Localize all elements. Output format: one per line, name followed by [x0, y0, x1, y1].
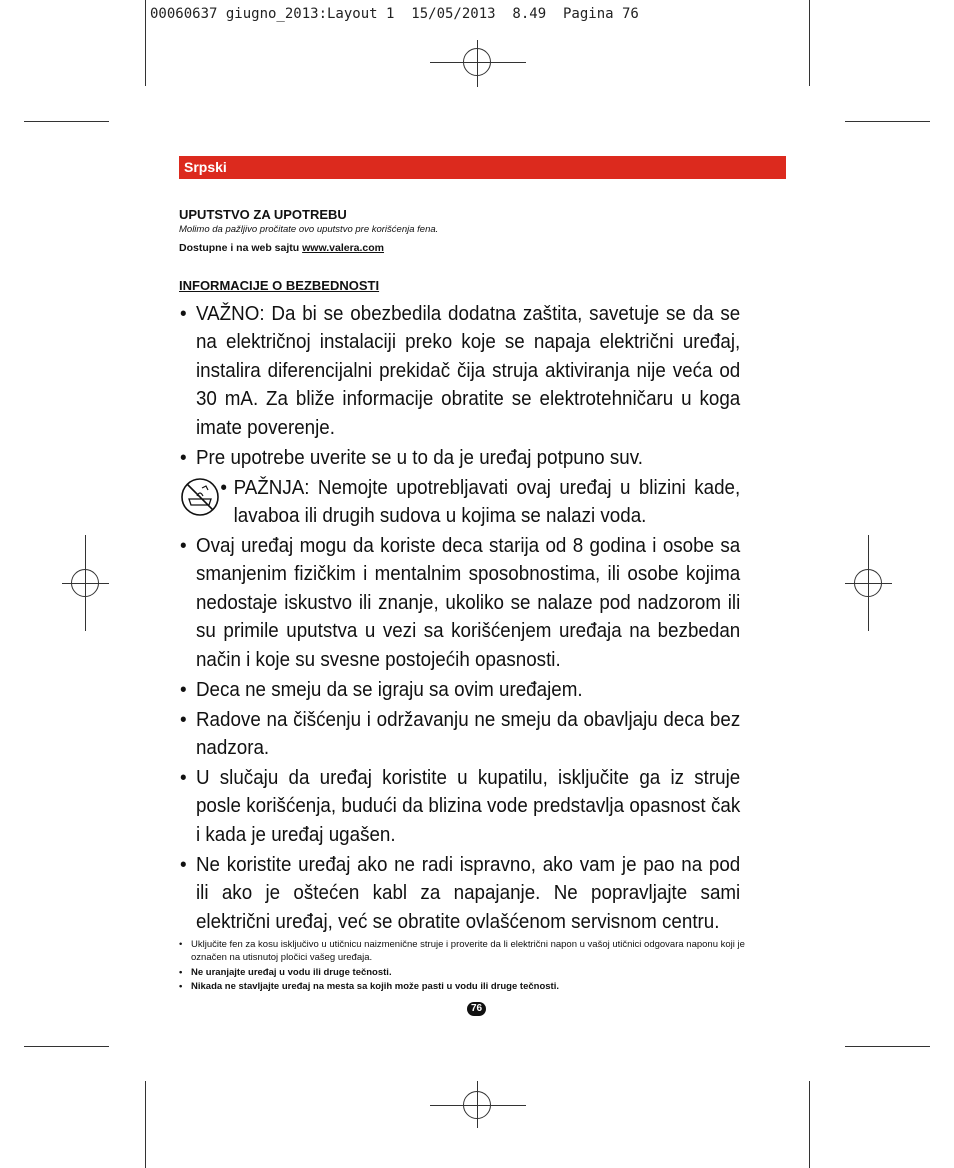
web-label: Dostupne i na web sajtu [179, 242, 303, 254]
web-availability [179, 242, 384, 254]
crop-mark [145, 1081, 146, 1168]
crop-mark [809, 0, 810, 86]
crop-mark [24, 121, 109, 122]
list-item: • PAŽNJA: Nemojte upotrebljavati ovaj uređaj u blizini kade, lavaboa ili drugih sudova u kojima se nalazi voda. [220, 474, 740, 531]
slug-line: 00060637 giugno_2013:Layout 1 15/05/2013 8.49 Pagina 76 [150, 6, 639, 22]
list-item: • U slučaju da uređaj koristite u kupatilu, isključite ga iz struje posle korišćenja, budući da blizina vode predstavlja opasnost čak i kada je uređaj ugašen. [180, 764, 740, 849]
list-item: • Uključite fen za kosu isključivo u utičnicu naizmenične struje i proverite da li električni napon u vašoj utičnici odgovara naponu koji je označen na utisnutoj pločici vašeg uređaja. [179, 938, 779, 964]
list-item: • Ovaj uređaj mogu da koriste deca starija od 8 godina i osobe sa smanjenim fizičkim i mentalnim sposobnostima, ili osobe kojima nedostaje iskustvo ili znanje, ukoliko se nalaze pod nadzorom ili su primile uputstva u vezi sa korišćenjem uređaja na bezbedan način i koje su svesne postojećih opasnosti. [180, 532, 740, 674]
crop-mark [845, 121, 930, 122]
website-link[interactable]: www.valera.com [302, 242, 385, 254]
page-title: UPUTSTVO ZA UPOTREBU [179, 207, 347, 222]
list-item: • VAŽNO: Da bi se obezbedila dodatna zaštita, savetuje se da se na električnoj instalaciji preko koje se napaja električni uređaj, instalira diferencijalni prekidač čija struja aktiviranja nije veća od 30 mA. Za bliže informacije obratite se elektrotehničaru u koga imate poverenje. [180, 300, 740, 442]
language-label: Srpski [184, 159, 227, 175]
language-bar [179, 156, 786, 179]
crop-mark [24, 1046, 109, 1047]
safety-instructions [180, 300, 740, 938]
list-item: • Ne uranjajte uređaj u vodu ili druge tečnosti. [179, 966, 779, 979]
crop-mark [145, 0, 146, 86]
list-item: • Ne koristite uređaj ako ne radi ispravno, ako vam je pao na pod ili ako je oštećen kabl za napajanje. Ne popravljajte sami električni uređaj, već se obratite ovlašćenom servisnom centru. [180, 851, 740, 936]
list-item: • Deca ne smeju da se igraju sa ovim uređajem. [180, 676, 740, 704]
crop-mark [845, 1046, 930, 1047]
list-item: • Radove na čišćenju i održavanju ne smeju da obavljaju deca bez nadzora. [180, 706, 740, 763]
footnotes [179, 938, 779, 995]
list-item: • Nikada ne stavljajte uređaj na mesta sa kojih može pasti u vodu ili druge tečnosti. [179, 980, 779, 993]
page-subtitle: Molimo da pažljivo pročitate ovo uputstvo pre korišćenja fena. [179, 224, 439, 235]
crop-mark [809, 1081, 810, 1168]
page-number: 76 [467, 1002, 486, 1016]
safety-heading: INFORMACIJE O BEZBEDNOSTI [179, 278, 380, 293]
list-item: • Pre upotrebe uverite se u to da je uređaj potpuno suv. [180, 444, 740, 472]
